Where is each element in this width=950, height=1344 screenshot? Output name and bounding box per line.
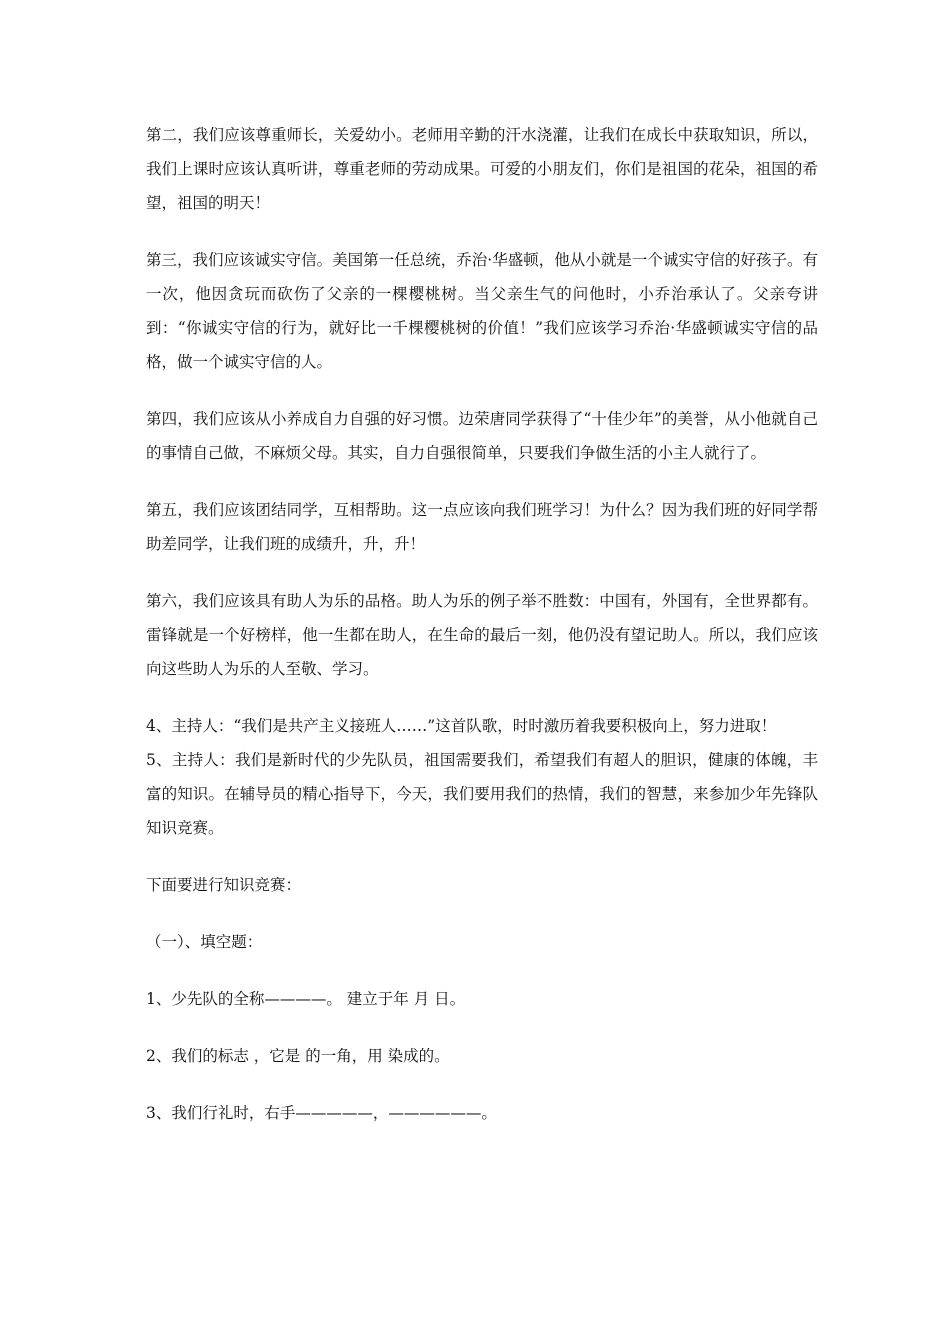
question-2: 2、我们的标志 ，它是 的一角，用 染成的。 bbox=[146, 1047, 450, 1065]
paragraph-fourth-self-reliance: 第四，我们应该从小养成自力自强的好习惯。边荣唐同学获得了“十佳少年”的美誉，从小他就自己的事情自己做，不麻烦父母。其实，自力自强很简单，只要我们争做生活的小主人就行了。 bbox=[146, 410, 818, 462]
question-3: 3、我们行礼时，右手—————，——————。 bbox=[146, 1104, 497, 1122]
paragraph-quiz-intro: 下面要进行知识竞赛： bbox=[146, 876, 302, 894]
paragraph-host-5: 5、主持人：我们是新时代的少先队员，祖国需要我们，希望我们有超人的胆识，健康的体魄，丰富的知识。在辅导员的精心指导下，今天，我们要用我们的热情，我们的智慧，来参加少年先锋队知识竞赛。 bbox=[146, 751, 818, 837]
paragraph-sixth-helping-others: 第六，我们应该具有助人为乐的品格。助人为乐的例子举不胜数：中国有，外国有，全世界都有。雷锋就是一个好榜样，他一生都在助人，在生命的最后一刻，他仍没有望记助人。所以，我们应该向这些助人为乐的人至敬、学习。 bbox=[146, 592, 818, 678]
question-1: 1、少先队的全称————。 建立于年 月 日。 bbox=[146, 990, 466, 1008]
heading-fill-in-blank: （一）、填空题： bbox=[146, 933, 263, 951]
paragraph-second-respect-teachers: 第二，我们应该尊重师长，关爱幼小。老师用辛勤的汗水浇灌，让我们在成长中获取知识，所以，我们上课时应该认真听讲，尊重老师的劳动成果。可爱的小朋友们，你们是祖国的花朵，祖国的希望，祖国的明天！ bbox=[146, 126, 818, 212]
document-body bbox=[146, 118, 818, 1130]
paragraph-third-honesty: 第三，我们应该诚实守信。美国第一任总统，乔治·华盛顿，他从小就是一个诚实守信的好孩子。有一次，他因贪玩而砍伤了父亲的一棵樱桃树。当父亲生气的问他时，小乔治承认了。父亲夸讲到：“你诚实守信的行为，就好比一千棵樱桃树的价值！”我们应该学习乔治·华盛顿诚实守信的品格，做一个诚实守信的人。 bbox=[146, 251, 818, 371]
paragraph-host-4: 4、主持人：“我们是共产主义接班人……”这首队歌，时时激历着我要积极向上，努力进取！ bbox=[146, 717, 777, 735]
paragraph-fifth-unity: 第五，我们应该团结同学，互相帮助。这一点应该向我们班学习！为什么？因为我们班的好同学帮助差同学，让我们班的成绩升，升，升！ bbox=[146, 501, 818, 553]
